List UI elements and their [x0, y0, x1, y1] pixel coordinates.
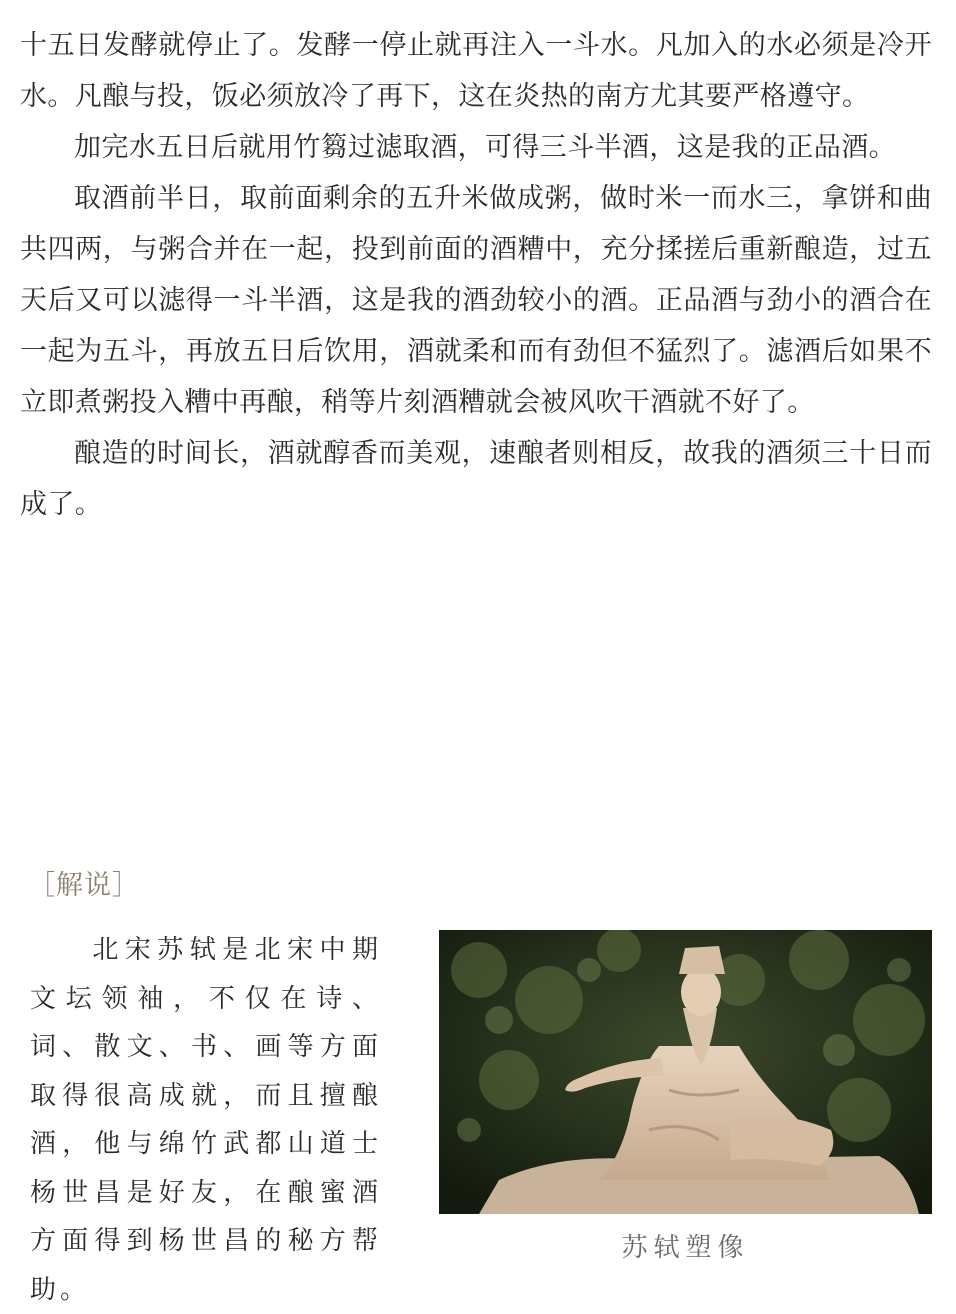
paragraph-4: 酿造的时间长，酒就醇香而美观，速酿者则相反，故我的酒须三十日而成了。 — [20, 438, 932, 520]
explanation-body — [30, 926, 382, 1314]
paragraph-1: 十五日发酵就停止了。发酵一停止就再注入一斗水。凡加入的水必须是冷开水。凡酿与投，饭必须放冷了再下，这在炎热的南方尤其要严格遵守。 — [20, 30, 932, 112]
explanation-heading: ［解说］ — [28, 870, 140, 901]
paragraph-3: 取酒前半日，取前面剩余的五升米做成粥，做时米一而水三，拿饼和曲共四两，与粥合并在一起，投到前面的酒糟中，充分揉搓后重新酿造，过五天后又可以滤得一斗半酒，这是我的酒劲较小的酒。正品酒与劲小的酒合在一起为五斗，再放五日后饮用，酒就柔和而有劲但不猛烈了。滤酒后如果不立即煮粥投入糟中再酿，稍等片刻酒糟就会被风吹干酒就不好了。 — [20, 183, 932, 418]
statue-illustration — [439, 930, 932, 1214]
main-text — [20, 20, 932, 530]
statue-photo — [439, 930, 932, 1214]
photo-caption: 苏轼塑像 — [621, 1233, 750, 1263]
explanation-paragraph: 北宋苏轼是北宋中期文坛领袖，不仅在诗、词、散文、书、画等方面取得很高成就，而且擅酿酒，他与绵竹武都山道士杨世昌是好友，在酿蜜酒方面得到杨世昌的秘方帮助。 — [30, 935, 382, 1305]
paragraph-2: 加完水五日后就用竹篘过滤取酒，可得三斗半酒，这是我的正品酒。 — [74, 132, 896, 163]
